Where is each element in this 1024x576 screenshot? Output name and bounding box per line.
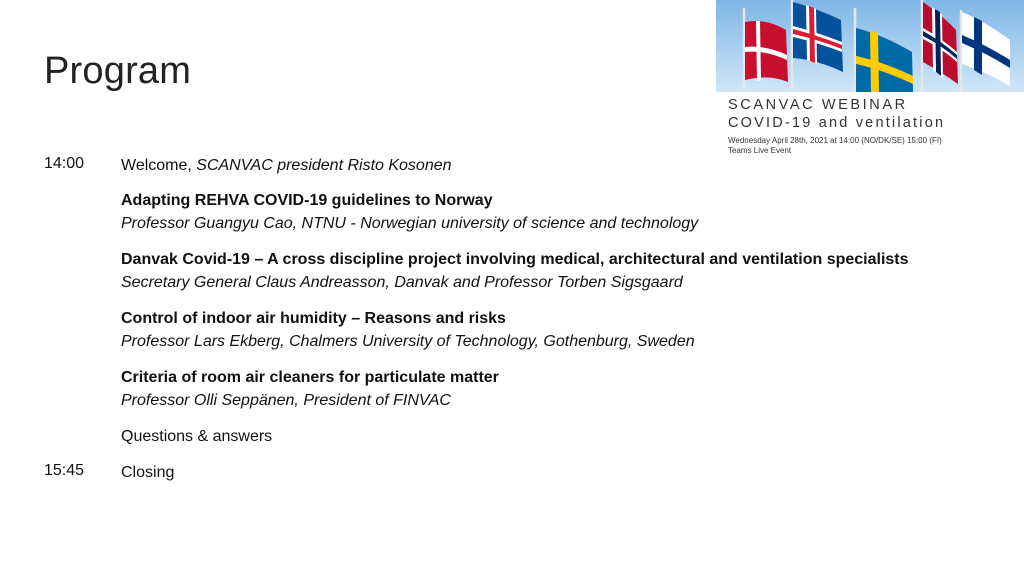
- page-title: Program: [44, 50, 192, 92]
- talk-speaker: Professor Guangyu Cao, NTNU - Norwegian university of science and technology: [121, 215, 699, 232]
- talk-title: Criteria of room air cleaners for particulate matter: [121, 369, 499, 386]
- banner-text: [728, 96, 945, 156]
- talk-speaker: Professor Olli Seppänen, President of FINVAC: [121, 392, 451, 409]
- closing-entry: Closing: [121, 464, 175, 481]
- webinar-banner: [716, 0, 1024, 155]
- talk-speaker: Professor Lars Ekberg, Chalmers University of Technology, Gothenburg, Sweden: [121, 333, 695, 350]
- welcome-speaker: SCANVAC president Risto Kosonen: [196, 157, 452, 174]
- qa-entry: Questions & answers: [121, 428, 273, 445]
- talk-item: [121, 189, 698, 235]
- flags-image: [716, 0, 1024, 92]
- talk-speaker: Secretary General Claus Andreasson, Danvak and Professor Torben Sigsgaard: [121, 274, 683, 291]
- welcome-label: Welcome,: [121, 157, 197, 174]
- talk-item: [121, 307, 695, 353]
- banner-subheading: COVID-19 and ventilation: [728, 115, 946, 131]
- banner-venue: Teams Live Event: [728, 146, 792, 155]
- talk-item: [121, 366, 499, 412]
- welcome-entry: [121, 154, 452, 177]
- time-start: 14:00: [44, 155, 85, 172]
- talk-item: [121, 248, 909, 294]
- talk-title: Danvak Covid-19 – A cross discipline project involving medical, architectural and ventilation specialists: [121, 251, 909, 268]
- time-end: 15:45: [44, 462, 85, 479]
- talk-title: Adapting REHVA COVID-19 guidelines to Norway: [121, 192, 493, 209]
- denmark-flag: [745, 21, 788, 82]
- banner-date: Wednesday April 28th, 2021 at 14:00 (NO/DK/SE) 15:00 (FI): [728, 136, 942, 145]
- talk-title: Control of indoor air humidity – Reasons and risks: [121, 310, 506, 327]
- banner-heading: SCANVAC WEBINAR: [728, 97, 908, 113]
